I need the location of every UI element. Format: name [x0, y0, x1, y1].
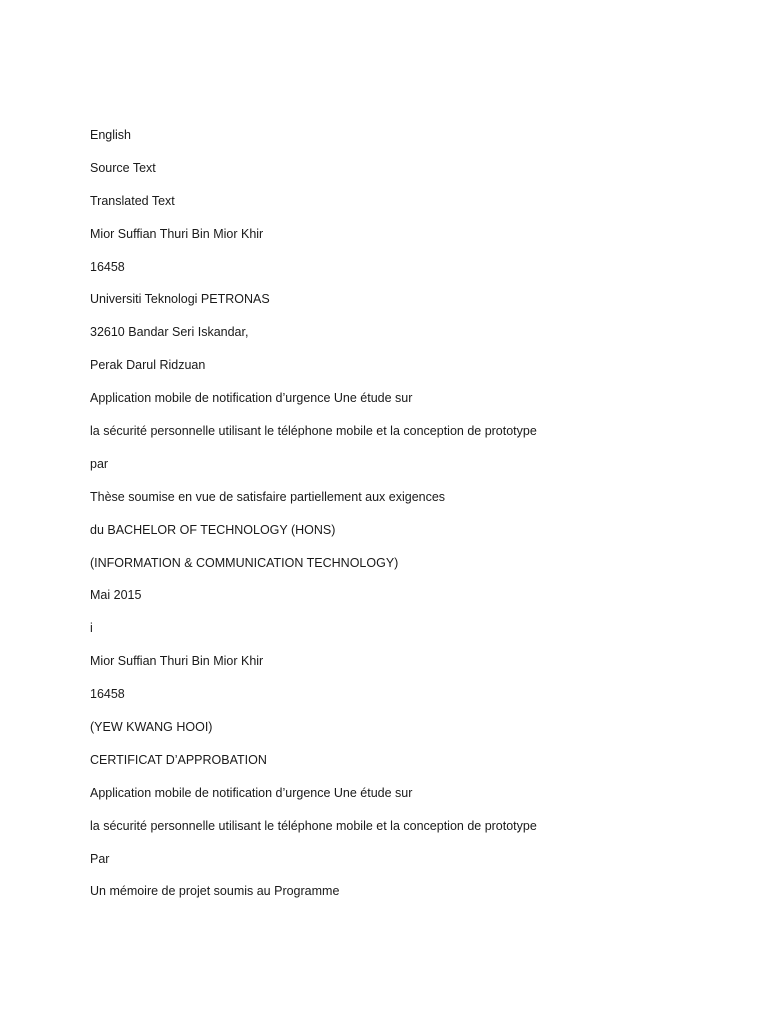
text-line-title-part-2-repeat: la sécurité personnelle utilisant le téléphone mobile et la conception de prototype: [90, 818, 537, 833]
text-line-student-id: 16458: [90, 259, 125, 274]
text-line-title-part-1: Application mobile de notification d’urgence Une étude sur: [90, 391, 413, 406]
text-line-title-part-1-repeat: Application mobile de notification d’urgence Une étude sur: [90, 785, 413, 800]
text-line-author-name-2: Mior Suffian Thuri Bin Mior Khir: [90, 654, 264, 669]
text-line-by: par: [90, 456, 109, 471]
text-line-student-id-2: 16458: [90, 687, 125, 702]
text-line-address-state: Perak Darul Ridzuan: [90, 358, 206, 373]
text-line-title-part-2: la sécurité personnelle utilisant le téléphone mobile et la conception de prototype: [90, 424, 537, 439]
text-line-university: Universiti Teknologi PETRONAS: [90, 292, 270, 307]
document-text-body: [90, 126, 730, 915]
text-line-source-label: Source Text: [90, 160, 156, 175]
text-line-certificate-heading: CERTIFICAT D’APPROBATION: [90, 752, 267, 767]
text-line-submission-statement: Un mémoire de projet soumis au Programme: [90, 884, 340, 899]
text-line-author-name: Mior Suffian Thuri Bin Mior Khir: [90, 226, 264, 241]
text-line-page-number: i: [90, 621, 93, 636]
text-line-language: English: [90, 128, 131, 142]
text-line-supervisor: (YEW KWANG HOOI): [90, 720, 213, 735]
text-line-translated-label: Translated Text: [90, 193, 175, 208]
text-line-degree: du BACHELOR OF TECHNOLOGY (HONS): [90, 522, 336, 537]
text-line-degree-field: (INFORMATION & COMMUNICATION TECHNOLOGY): [90, 555, 399, 570]
text-line-thesis-statement: Thèse soumise en vue de satisfaire partiellement aux exigences: [90, 489, 446, 504]
text-line-date: Mai 2015: [90, 588, 142, 603]
text-line-by-repeat: Par: [90, 851, 110, 866]
text-line-address-city: 32610 Bandar Seri Iskandar,: [90, 325, 249, 340]
